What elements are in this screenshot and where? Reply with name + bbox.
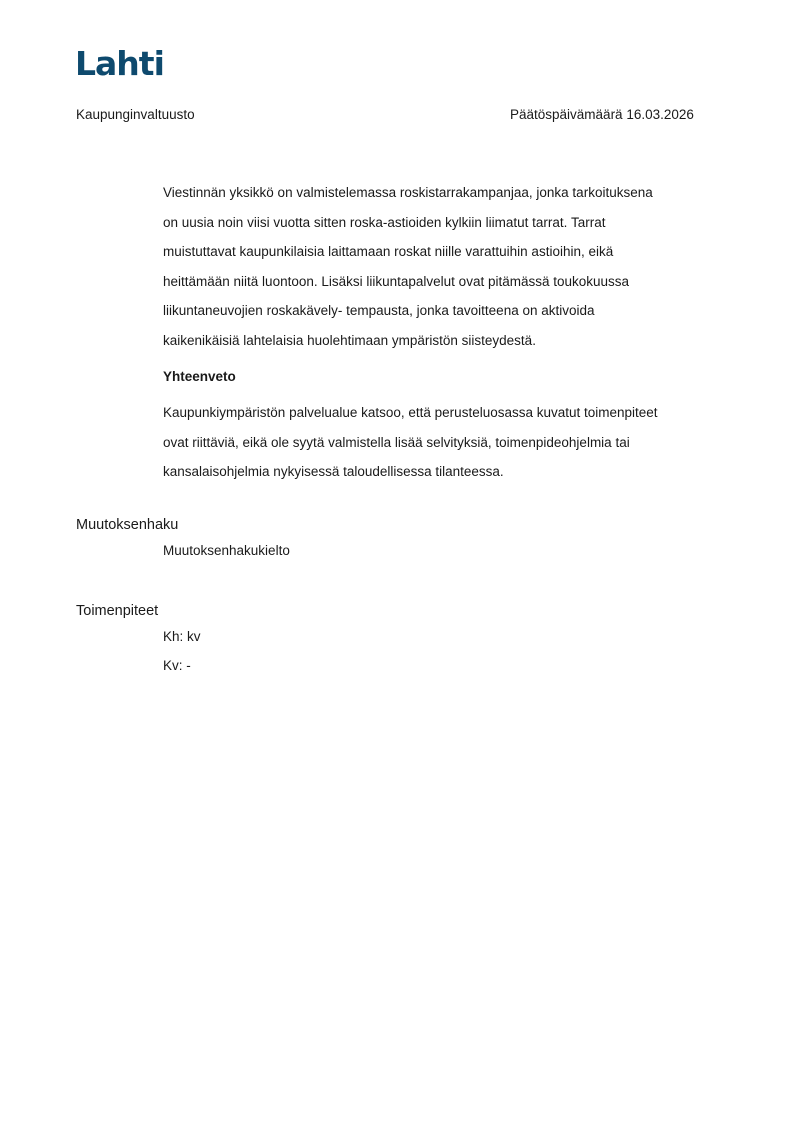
action-line: Kv: - <box>163 658 191 673</box>
paragraph-line: heittämään niitä luontoon. Lisäksi liikuntapalvelut ovat pitämässä toukokuussa <box>163 273 630 289</box>
actions-section-title: Toimenpiteet <box>76 603 159 619</box>
appeal-section-title: Muutoksenhaku <box>76 517 179 533</box>
summary-heading: Yhteenveto <box>163 369 236 384</box>
summary-paragraph <box>163 398 723 487</box>
organization-name: Kaupunginvaltuusto <box>76 107 195 122</box>
appeal-value: Muutoksenhakukielto <box>163 543 290 558</box>
decision-date: Päätöspäivämäärä 16.03.2026 <box>510 107 694 122</box>
action-line: Kh: kv <box>163 629 201 644</box>
paragraph-line: liikuntaneuvojien roskakävely- tempausta, jonka tavoitteena on aktivoida <box>163 303 595 318</box>
paragraph-line: on uusia noin viisi vuotta sitten roska-astioiden kylkiin liimatut tarrat. Tarrat <box>163 214 606 230</box>
paragraph-line: ovat riittäviä, eikä ole syytä valmistella lisää selvityksiä, toimenpideohjelmia tai <box>163 434 630 450</box>
paragraph-line: Viestinnän yksikkö on valmistelemassa roskistarrakampanjaa, jonka tarkoituksena <box>163 185 653 200</box>
paragraph-line: Kaupunkiympäristön palvelualue katsoo, että perusteluosassa kuvatut toimenpiteet <box>163 405 658 420</box>
paragraph-line: kaikenikäisiä lahtelaisia huolehtimaan ympäristön siisteydestä. <box>163 332 536 348</box>
decision-body <box>163 178 723 487</box>
lahti-logo: Lahti <box>75 44 164 83</box>
paragraph-line: kansalaisohjelmia nykyisessä taloudellisessa tilanteessa. <box>163 464 504 479</box>
paragraph-line: muistuttavat kaupunkilaisia laittamaan roskat niille varattuihin astioihin, eikä <box>163 244 614 259</box>
background-paragraph <box>163 178 723 355</box>
